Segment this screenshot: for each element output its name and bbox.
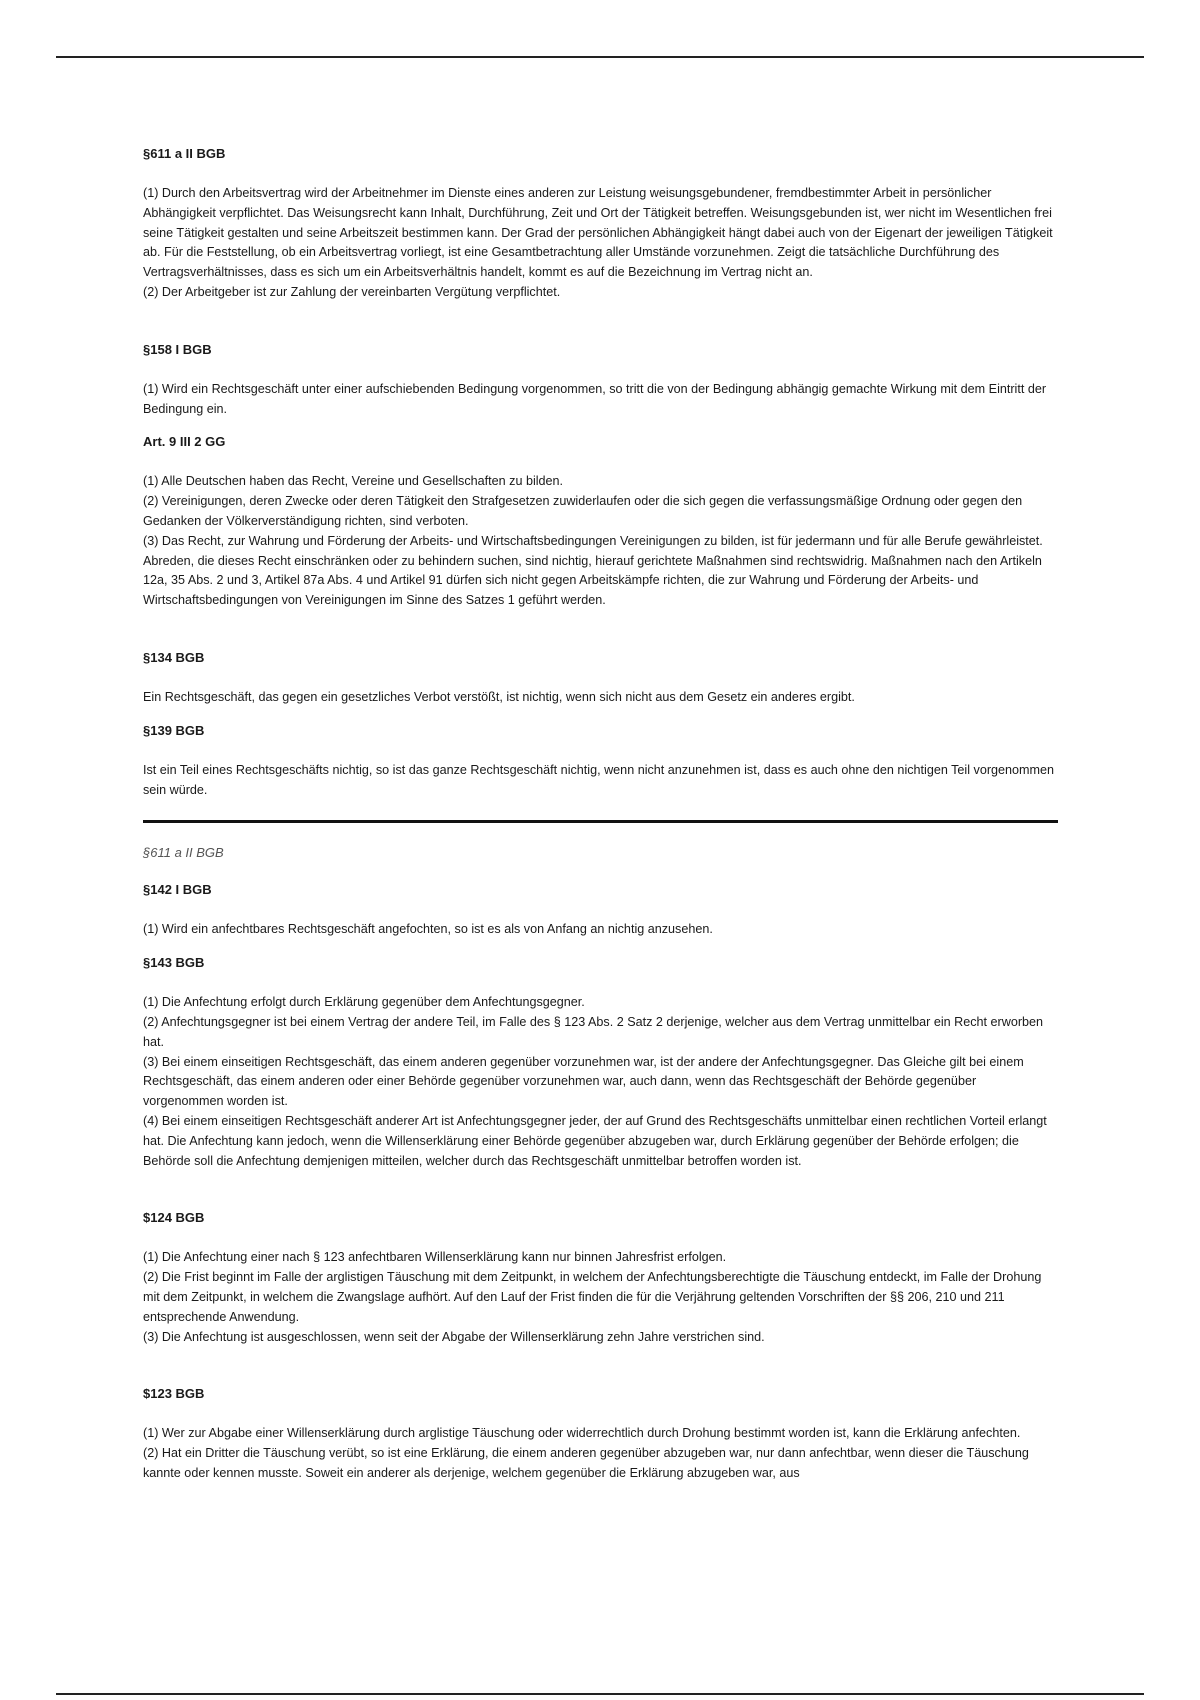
- page-top-rule: [56, 56, 1144, 58]
- paragraph-124-3: (3) Die Anfechtung ist ausgeschlossen, wenn seit der Abgabe der Willenserklärung zehn Jahre verstrichen sind.: [143, 1329, 765, 1344]
- section-heading-134: §134 BGB: [143, 649, 205, 665]
- paragraph-611a-2: (2) Der Arbeitgeber ist zur Zahlung der vereinbarten Vergütung verpflichtet.: [143, 284, 561, 299]
- document-body: [143, 146, 1058, 1484]
- paragraph-123-2: (2) Hat ein Dritter die Täuschung verübt, so ist eine Erklärung, die einem anderen gegenüber abzugeben war, nur dann anfechtbar, wenn dieser die Täuschung kannte oder kennen musste. Soweit ein anderer als derjenige, welchem gegenüber die Erklärung abzugeben war, aus: [143, 1446, 1029, 1480]
- section-heading-139: §139 BGB: [143, 722, 205, 738]
- paragraph-124-2: (2) Die Frist beginnt im Falle der arglistigen Täuschung mit dem Zeitpunkt, in welchem der Anfechtungsberechtigte die Täuschung entdeckt, im Falle der Drohung mit dem Zeitpunkt, in welchem die Zwangslage aufhört. Auf den Lauf der Frist finden die für die Verjährung geltenden Vorschriften der §§ 206, 210 und 211 entsprechende Anwendung.: [143, 1270, 1042, 1324]
- paragraph-611a-1: (1) Durch den Arbeitsvertrag wird der Arbeitnehmer im Dienste eines anderen zur Leistung weisungsgebundener, fremdbestimmter Arbeit in persönlicher Abhängigkeit verpflichtet. Das Weisungsrecht kann Inhalt, Durchführung, Zeit und Ort der Tätigkeit betreffen. Weisungsgebunden ist, wer nicht im Wesentlichen frei seine Tätigkeit gestalten und seine Arbeitszeit bestimmen kann. Der Grad der persönlichen Abhängigkeit hängt dabei auch von der Eigenart der jeweiligen Tätigkeit ab. Für die Feststellung, ob ein Arbeitsvertrag vorliegt, ist eine Gesamtbetrachtung aller Umstände vorzunehmen. Zeigt die tatsächliche Durchführung des Vertragsverhältnisses, dass es sich um ein Arbeitsverhältnis handelt, kommt es auf die Bezeichnung im Vertrag nicht an.: [143, 186, 1053, 280]
- section-heading-123: $123 BGB: [143, 1386, 205, 1402]
- paragraph-158-1: (1) Wird ein Rechtsgeschäft unter einer aufschiebenden Bedingung vorgenommen, so tritt die von der Bedingung abhängig gemachte Wirkung mit dem Eintritt der Bedingung ein.: [143, 381, 1047, 416]
- section-heading-143: §143 BGB: [143, 955, 205, 971]
- paragraph-124-1: (1) Die Anfechtung einer nach § 123 anfechtbaren Willenserklärung kann nur binnen Jahresfrist erfolgen.: [143, 1250, 727, 1265]
- section-heading-611a-repeat: §611 a II BGB: [143, 845, 224, 861]
- page-bottom-rule: [56, 1693, 1144, 1695]
- paragraph-143-3: (3) Bei einem einseitigen Rechtsgeschäft, das einem anderen gegenüber vorzunehmen war, ist der andere der Anfechtungsgegner. Das Gleiche gilt bei einem Rechtsgeschäft, das einem anderen oder einer Behörde gegenüber vorzunehmen war, auch dann, wenn das Rechtsgeschäft der Behörde gegenüber vorgenommen worden ist.: [143, 1054, 1024, 1109]
- paragraph-139: Ist ein Teil eines Rechtsgeschäfts nichtig, so ist das ganze Rechtsgeschäft nichtig, wenn nicht anzunehmen ist, dass es auch ohne den nichtigen Teil vorgenommen sein würde.: [143, 762, 1055, 797]
- paragraph-143-2: (2) Anfechtungsgegner ist bei einem Vertrag der andere Teil, im Falle des § 123 Abs. 2 Satz 2 derjenige, welcher aus dem Vertrag unmittelbar ein Recht erworben hat.: [143, 1014, 1044, 1049]
- paragraph-142-1: (1) Wird ein anfechtbares Rechtsgeschäft angefochten, so ist es als von Anfang an nichtig anzusehen.: [143, 922, 713, 937]
- section-heading-art9: Art. 9 III 2 GG: [143, 434, 226, 450]
- section-heading-611a: §611 a II BGB: [143, 146, 226, 161]
- section-heading-158: §158 I BGB: [143, 341, 212, 357]
- paragraph-143-1: (1) Die Anfechtung erfolgt durch Erklärung gegenüber dem Anfechtungsgegner.: [143, 995, 585, 1010]
- section-heading-142: §142 I BGB: [143, 882, 212, 898]
- paragraph-art9-2: (2) Vereinigungen, deren Zwecke oder deren Tätigkeit den Strafgesetzen zuwiderlaufen oder die sich gegen die verfassungsmäßige Ordnung oder gegen den Gedanken der Völkerverständigung richten, sind verboten.: [143, 494, 1023, 528]
- paragraph-143-4: (4) Bei einem einseitigen Rechtsgeschäft anderer Art ist Anfechtungsgegner jeder, der auf Grund des Rechtsgeschäfts unmittelbar einen rechtlichen Vorteil erlangt hat. Die Anfechtung kann jedoch, wenn die Willenserklärung einer Behörde gegenüber abzugeben war, durch Erklärung gegenüber der Behörde erfolgen; die Behörde soll die Anfechtung demjenigen mitteilen, welcher durch das Rechtsgeschäft unmittelbar betroffen worden ist.: [143, 1113, 1047, 1168]
- paragraph-134: Ein Rechtsgeschäft, das gegen ein gesetzliches Verbot verstößt, ist nichtig, wenn sich nicht aus dem Gesetz ein anderes ergibt.: [143, 689, 855, 704]
- paragraph-123-1: (1) Wer zur Abgabe einer Willenserklärung durch arglistige Täuschung oder widerrechtlich durch Drohung bestimmt worden ist, kann die Erklärung anfechten.: [143, 1426, 1021, 1441]
- paragraph-art9-3: (3) Das Recht, zur Wahrung und Förderung der Arbeits- und Wirtschaftsbedingungen Vereinigungen zu bilden, ist für jedermann und für alle Berufe gewährleistet. Abreden, die dieses Recht einschränken oder zu behindern suchen, sind nichtig, hierauf gerichtete Maßnahmen sind rechtswidrig. Maßnahmen nach den Artikeln 12a, 35 Abs. 2 und 3, Artikel 87a Abs. 4 und Artikel 91 dürfen sich nicht gegen Arbeitskämpfe richten, die zur Wahrung und Förderung der Arbeits- und Wirtschaftsbedingungen von Vereinigungen im Sinne des Satzes 1 geführt werden.: [143, 533, 1043, 608]
- section-heading-124: $124 BGB: [143, 1210, 205, 1226]
- paragraph-art9-1: (1) Alle Deutschen haben das Recht, Vereine und Gesellschaften zu bilden.: [143, 474, 564, 489]
